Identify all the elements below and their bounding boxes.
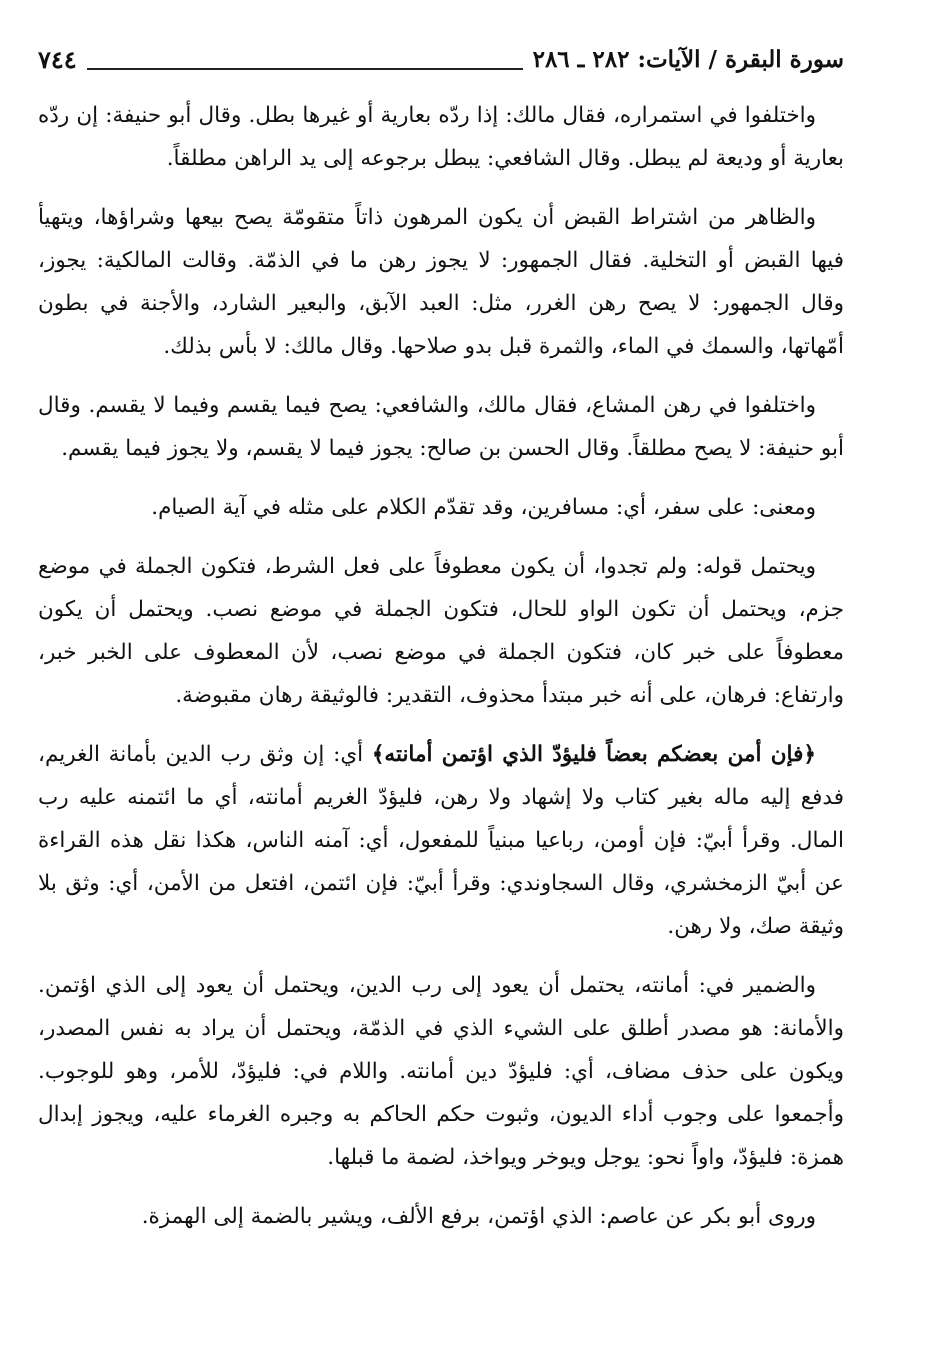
paragraph-text: ويحتمل قوله: ولم تجدوا، أن يكون معطوفاً على فعل الشرط، فتكون الجملة في موضع جزم، ويحتمل أن تكون الواو للحال، فتكون الجملة في موضع نصب. ويحتمل أن يكون معطوفاً على خبر كان، فتكون الجملة في موضع نصب، لأن المعطوف على الخبر خبر، وارتفاع: فرهان، على أنه خبر مبتدأ محذوف، التقدير: فالوثيقة رهان مقبوضة. <box>38 554 844 708</box>
paragraph-text: ومعنى: على سفر، أي: مسافرين، وقد تقدّم الكلام على مثله في آية الصيام. <box>151 495 816 520</box>
running-header <box>38 40 844 78</box>
body-text <box>38 94 844 1238</box>
paragraph <box>38 196 844 368</box>
paragraph <box>38 1195 844 1238</box>
paragraph <box>38 964 844 1179</box>
paragraph-text: واختلفوا في رهن المشاع، فقال مالك، والشافعي: يصح فيما يقسم وفيما لا يقسم. وقال أبو حنيفة: لا يصح مطلقاً. وقال الحسن بن صالح: يجوز فيما لا يقسم، ولا يجوز فيما يقسم. <box>38 393 844 461</box>
surah-title: سورة البقرة / الآيات: ٢٨٢ ـ ٢٨٦ <box>532 45 844 73</box>
paragraph <box>38 733 844 948</box>
paragraph-text: والظاهر من اشتراط القبض أن يكون المرهون ذاتاً متقومّة يصح بيعها وشراؤها، ويتهيأ فيها القبض أو التخلية. فقال الجمهور: لا يجوز رهن ما في الذمّة. وقالت المالكية: يجوز، وقال الجمهور: لا يصح رهن الغرر، مثل: العبد الآبق، والبعير الشارد، والأجنة في بطون أمّهاتها، والسمك في الماء، والثمرة قبل بدو صلاحها. وقال مالك: لا بأس بذلك. <box>38 205 844 359</box>
paragraph-text: أي: إن وثق رب الدين بأمانة الغريم، فدفع إليه ماله بغير كتاب ولا إشهاد ولا رهن، فليؤدّ الغريم أمانته، أي ما ائتمنه عليه رب المال. وقرأ أبيّ: فإن أومن، رباعيا مبنياً للمفعول، أي: آمنه الناس، هكذا نقل هذه القراءة عن أبيّ الزمخشري، وقال السجاوندي: وقرأ أبيّ: فإن ائتمن، افتعل من الأمن، أي: وثق بلا وثيقة صك، ولا رهن. <box>38 742 844 939</box>
paragraph-text: والضمير في: أمانته، يحتمل أن يعود إلى رب الدين، ويحتمل أن يعود إلى الذي اؤتمن. والأمانة: هو مصدر أطلق على الشيء الذي في الذمّة، ويحتمل أن يراد به نفس المصدر، ويكون على حذف مضاف، أي: فليؤدّ دين أمانته. واللام في: فليؤدّ، للأمر، وهو للوجوب. وأجمعوا على وجوب أداء الديون، وثبوت حكم الحاكم به وجبره الغرماء عليه، ويجوز إبدال همزة: فليؤدّ، واواً نحو: يوجل ويوخر ويواخذ، لضمة ما قبلها. <box>38 973 844 1170</box>
paragraph <box>38 486 844 529</box>
quran-verse-quote: ﴿فإن أمن بعضكم بعضاً فليؤدّ الذي اؤتمن أمانته﴾ <box>371 742 816 767</box>
paragraph <box>38 384 844 470</box>
paragraph <box>38 545 844 717</box>
page-number: ٧٤٤ <box>38 44 77 74</box>
book-page <box>38 40 844 1330</box>
paragraph-text: وروى أبو بكر عن عاصم: الذي اؤتمن، برفع الألف، ويشير بالضمة إلى الهمزة. <box>141 1204 816 1229</box>
paragraph-text: واختلفوا في استمراره، فقال مالك: إذا ردّه بعارية أو غيرها بطل. وقال أبو حنيفة: إن ردّه بعارية أو وديعة لم يبطل. وقال الشافعي: يبطل برجوعه إلى يد الراهن مطلقاً. <box>38 103 844 171</box>
paragraph <box>38 94 844 180</box>
header-rule <box>87 68 523 70</box>
